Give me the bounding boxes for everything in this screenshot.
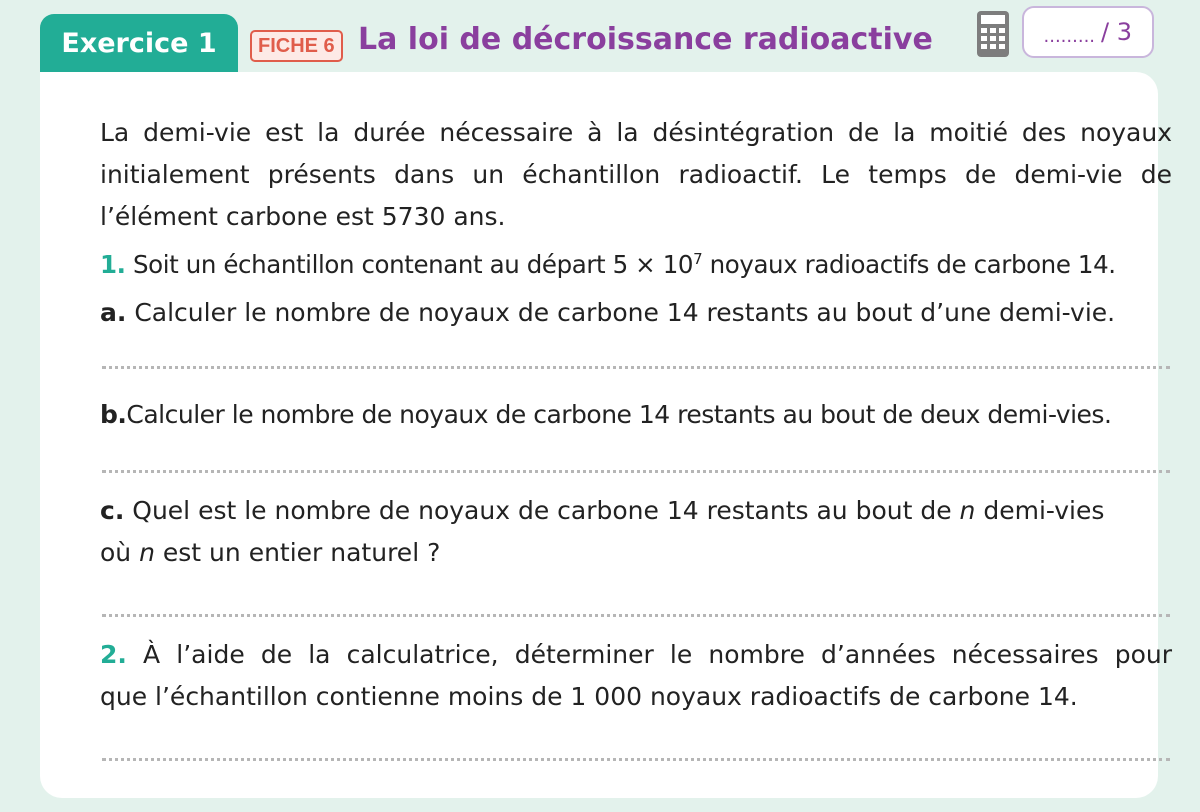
question-c-text: Quel est le nombre de noyaux de carbone 14 restants au bout de [132, 496, 960, 525]
question-c-line-2 [100, 532, 1172, 574]
question-c [100, 490, 1172, 532]
answer-line-2[interactable] [102, 758, 1170, 761]
question-1-text: Soit un échantillon contenant au départ 5 × 10 [132, 250, 694, 279]
question-a [100, 292, 1172, 334]
score-total: / 3 [1101, 18, 1132, 46]
question-c-line2-end: est un entier naturel ? [154, 538, 441, 567]
exercise-card [40, 72, 1172, 798]
question-b [100, 394, 1172, 436]
answer-line-c[interactable] [102, 614, 1170, 617]
question-1-exponent: 7 [693, 249, 703, 268]
question-2 [100, 634, 1172, 676]
calculator-icon [976, 10, 1010, 58]
question-a-letter: a. [100, 298, 127, 327]
question-c-text-end: demi-vies [975, 496, 1105, 525]
page-title: La loi de décroissance radioactive [358, 22, 933, 57]
question-c-line2-start: où [100, 538, 140, 567]
exercise-tab [40, 14, 238, 72]
question-2-number: 2. [100, 640, 127, 669]
question-c-variable: n [959, 496, 976, 525]
intro-line-3: l’élément carbone est 5730 ans. [100, 202, 506, 231]
exercise-label: Exercice 1 [61, 27, 217, 59]
fiche-badge[interactable] [250, 30, 343, 62]
question-c-line2-variable: n [139, 538, 155, 567]
question-2-line-2: que l’échantillon contienne moins de 1 000 noyaux radioactifs de carbone 14. [100, 682, 1078, 711]
score-input-dots: ......... [1043, 25, 1096, 47]
fiche-label: FICHE 6 [258, 34, 335, 57]
answer-line-b[interactable] [102, 470, 1170, 473]
question-1-number: 1. [100, 250, 126, 279]
question-c-letter: c. [100, 496, 125, 525]
answer-line-a[interactable] [102, 366, 1170, 369]
question-a-text: Calculer le nombre de noyaux de carbone 14 restants au bout d’une demi-vie. [134, 298, 1116, 327]
intro-line-1: La demi-vie est la durée nécessaire à la désintégration de la moitié des noyaux [100, 118, 1172, 147]
question-1 [100, 244, 1172, 286]
question-1-text-end: noyaux radioactifs de carbone 14. [702, 250, 1116, 279]
question-b-text: Calculer le nombre de noyaux de carbone 14 restants au bout de deux demi-vies. [126, 400, 1112, 429]
intro-line-2: initialement présents dans un échantillon radioactif. Le temps de demi-vie de [100, 160, 1172, 189]
question-2-line-1: À l’aide de la calculatrice, déterminer le nombre d’années nécessaires pour [143, 640, 1172, 669]
question-b-letter: b. [100, 400, 127, 429]
score-box[interactable] [1022, 6, 1154, 58]
